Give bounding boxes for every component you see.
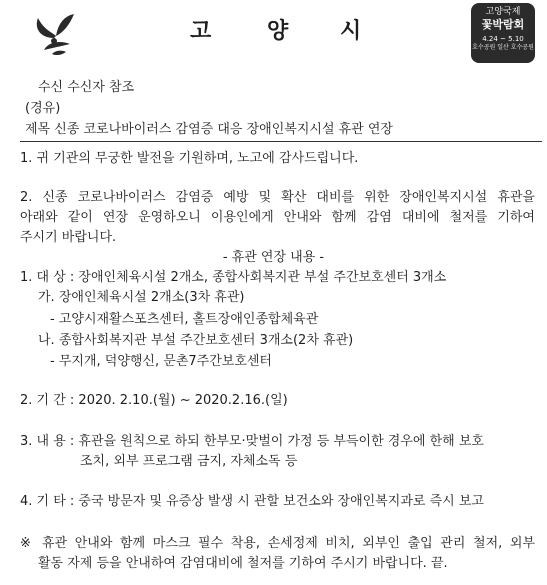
paragraph-1: 1. 귀 기관의 무궁한 발전을 기원하며, 노고에 감사드립니다. xyxy=(20,151,359,166)
item-3-content-line-1: 3. 내 용 : 휴관을 원칙으로 하되 한부모·맞벌이 가정 등 부득이한 경우에 한해 보호 xyxy=(20,434,484,449)
paragraph-2-line-1: 2. 신종 코로나바이러스 감염증 예방 및 확산 대비를 위한 장애인복지시설 휴관을 xyxy=(20,190,535,205)
badge-line: 고양국제 xyxy=(485,7,521,17)
header-divider xyxy=(20,141,542,142)
paragraph-2-line-3: 주시기 바랍니다. xyxy=(20,230,117,245)
item-1-sub-b-detail: - 무지개, 덕양행신, 문촌7주간보호센터 xyxy=(50,354,272,369)
note-line-1: ※ 휴관 안내와 함께 마스크 필수 착용, 손세정제 비치, 외부인 출입 관리 철저, 외부 xyxy=(20,536,535,551)
badge-line: 꽃박람회 xyxy=(481,18,525,31)
item-4-other: 4. 기 타 : 중국 방문자 및 유증상 발생 시 관할 보건소와 장애인복지과로 즉시 보고 xyxy=(20,494,484,509)
item-1-sub-b: 나. 종합사회복지관 부설 주간보호센터 3개소(2차 휴관) xyxy=(38,333,354,348)
paragraph-2-line-2: 아래와 같이 연장 운영하오니 이용인에게 안내와 함께 감염 대비에 철저를 기하여 xyxy=(20,210,535,225)
title-char: 양 xyxy=(267,19,289,44)
item-3-content-line-2: 조치, 외부 프로그램 금지, 자체소독 등 xyxy=(80,454,298,469)
item-2-period: 2. 기 간 : 2020. 2.10.(월) ~ 2020.2.16.(일) xyxy=(20,393,288,408)
item-1-target: 1. 대 상 : 장애인체육시설 2개소, 종합사회복지관 부설 주간보호센터 3개소 xyxy=(20,270,447,285)
subject-line: 제목 신종 코로나바이러스 감염증 대응 장애인복지시설 휴관 연장 xyxy=(25,122,393,137)
badge-dates: 4.24 ~ 5.10 xyxy=(482,35,524,43)
badge-venue: 호수공원 일산 호수공원 xyxy=(472,44,534,51)
note-line-2: 활동 자제 등을 안내하여 감염대비에 철저를 기하여 주시기 바랍니다. 끝. xyxy=(38,556,448,571)
flower-expo-badge xyxy=(471,3,535,63)
title-char: 고 xyxy=(190,19,212,44)
recipient-line: 수신 수신자 참조 xyxy=(38,80,135,95)
via-line: (경유) xyxy=(25,101,61,116)
section-title: - 휴관 연장 내용 - xyxy=(222,250,325,265)
item-1-sub-a: 가. 장애인체육시설 2개소(3차 휴관) xyxy=(38,290,245,305)
document-title xyxy=(0,14,547,44)
item-1-sub-a-detail: - 고양시재활스포츠센터, 홀트장애인종합체육관 xyxy=(50,312,319,327)
title-char: 시 xyxy=(340,19,362,44)
